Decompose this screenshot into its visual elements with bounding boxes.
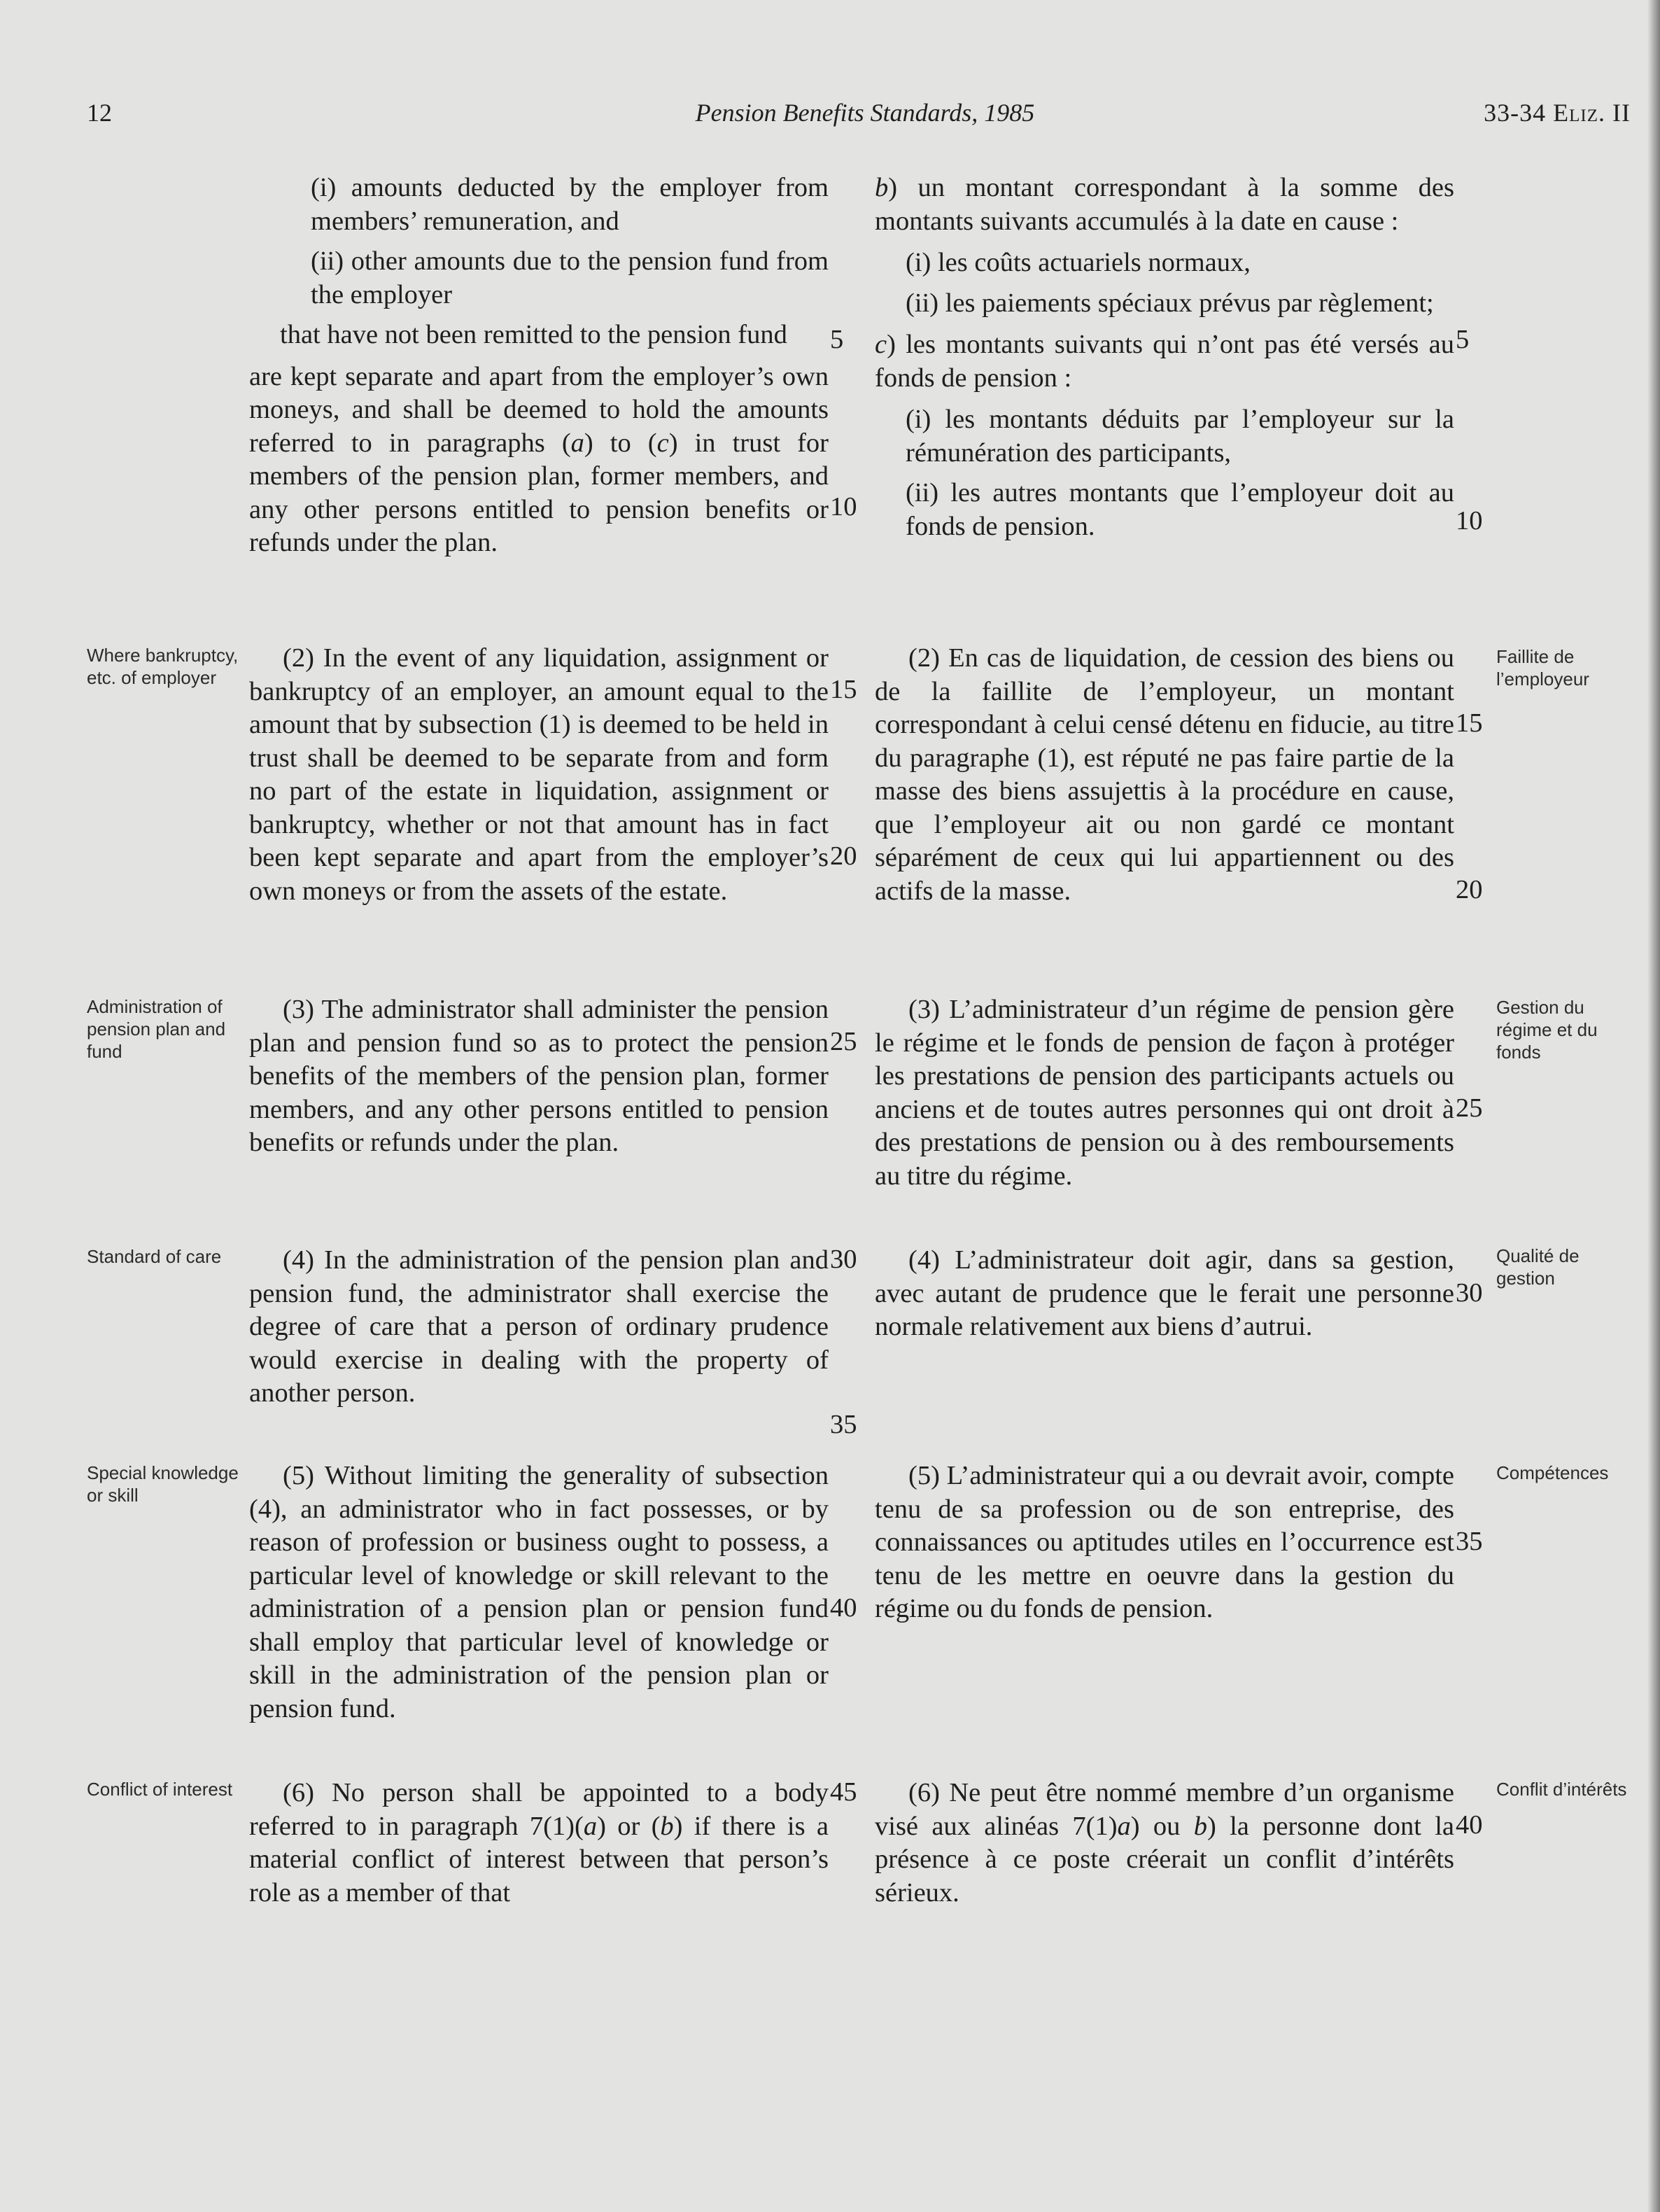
en-subparagraph-ii: (ii) other amounts due to the pension fund from the employer (311, 246, 829, 309)
fr-line-number: 15 (1456, 708, 1483, 738)
en-trust-clause: are kept separate and apart from the employer’s own moneys, and shall be deemed to hold the amounts referred to in paragraphs (a) to (c) in trust for members of the pension plan, former members, and any other persons entitled to pension benefits or refunds under the plan. (249, 361, 829, 557)
fr-subsection-4 (875, 1244, 1454, 1344)
en-subsection-2-text: (2) In the event of any liquidation, assignment or bankruptcy of an employer, an amount equal to the amount that by subsection (1) is deemed to be held in trust shall be deemed to be separate from and form no part of the estate in liquidation, assignment or bankruptcy, whether or not that amount has in fact been kept separate and apart from the employer’s own moneys or from the assets of the estate. (249, 643, 829, 906)
en-s6-b: a (583, 1811, 598, 1841)
fr-paragraph-c (875, 328, 1454, 395)
margin-note-en: Conflict of interest (87, 1779, 233, 1800)
fr-subsection-2 (875, 642, 1454, 908)
fr-line-number: 30 (1456, 1278, 1483, 1308)
en-trust-clause-a: are kept separate and apart from the employer’s own moneys, and shall be deemed to hold the amounts referred to in paragraphs (249, 361, 829, 458)
margin-note-en: Administration of pension plan and fund (87, 996, 226, 1062)
regnal-prefix: 33-34 (1484, 99, 1554, 127)
fr-subsection-2-text: (2) En cas de liquidation, de cession des biens ou de la faillite de l’employeur, un montant correspondant à celui censé détenu en fiducie, au titre du paragraphe (1), est réputé ne pas faire partie de la masse des biens assujettis à la procédure en cause, que l’employeur ait ou non gardé ce montant séparément de ceux qui lui appartiennent ou des actifs de la masse. (875, 643, 1454, 906)
en-line-number: 25 (830, 1027, 857, 1056)
fr-subsection-6-text (875, 1777, 1454, 1910)
en-flush-text: that have not been remitted to the pension fund (280, 320, 787, 349)
fr-subsection-3 (875, 993, 1454, 1193)
fr-line-number: 5 (1456, 325, 1470, 354)
fr-c-text: ) les montants suivants qui n’ont pas été versés au fonds de pension : (875, 330, 1454, 393)
en-line-number: 15 (830, 675, 857, 704)
en-subsection-5 (249, 1460, 829, 1726)
fr-subparagraph-ii: (ii) les paiements spéciaux prévus par règlement; (906, 288, 1434, 318)
fr-subsection-5 (875, 1460, 1454, 1626)
fr-subsection-6 (875, 1777, 1454, 1910)
fr-b-text: ) un montant correspondant à la somme des montants suivants accumulés à la date en cause : (875, 173, 1454, 236)
fr-line-number: 20 (1456, 875, 1483, 904)
page-number: 12 (87, 99, 112, 127)
en-subsection-3 (249, 993, 829, 1160)
en-line-number: 35 (830, 1410, 857, 1439)
en-s6-e: ) if there is a material conflict of interest between that person’s role as a member of that (249, 1811, 829, 1907)
page-edge-shadow (1647, 0, 1660, 2212)
en-subparagraph-i: (i) amounts deducted by the employer from members’ remuneration, and (311, 173, 829, 236)
fr-c-subparagraph-i: (i) les montants déduits par l’employeur sur la rémunération des participants, (906, 405, 1454, 468)
fr-subparagraph-i: (i) les coûts actuariels normaux, (906, 248, 1251, 277)
fr-c-subparagraph-ii: (ii) les autres montants que l’employeur doit au fonds de pension. (906, 478, 1454, 541)
en-subsection-3-text: (3) The administrator shall administer the pension plan and pension fund so as to protect the pension benefits of the members of the pension plan, former members, and any other persons entitled to pension benefits or refunds under the plan. (249, 995, 829, 1157)
fr-s6-a: (6) Ne peut être nommé membre d’un organisme visé aux alinéas 7(1) (875, 1778, 1454, 1841)
fr-line-number: 25 (1456, 1093, 1483, 1123)
margin-note-fr: Gestion du régime et du fonds (1496, 997, 1598, 1063)
fr-s6-d: b (1193, 1811, 1207, 1841)
en-subsection-4 (249, 1244, 829, 1410)
en-subsection-2 (249, 642, 829, 908)
en-line-number: 45 (830, 1777, 857, 1807)
margin-note-en: Where bankruptcy, etc. of employer (87, 645, 239, 688)
regnal-year (1484, 98, 1631, 127)
en-subsection-4-text: (4) In the administration of the pension plan and pension fund, the administrator shall exercise the degree of care that a person of ordinary prudence would exercise in dealing with the property of another person. (249, 1245, 829, 1408)
fr-subsection-3-text: (3) L’administrateur d’un régime de pension gère le régime et le fonds de pension de façon à protéger les prestations de pension des participants actuels ou anciens et de toutes autres personnes qui ont droit à des prestations de pension ou à des remboursements au titre du régime. (875, 995, 1454, 1191)
fr-s6-b: a (1117, 1811, 1131, 1841)
en-subsection-5-text: (5) Without limiting the generality of subsection (4), an administrator who in fact possesses, or by reason of profession or business ought to possess, a particular level of knowledge or skill relevant to the administration of a pension plan or pension fund shall employ that particular level of knowledge or skill in the administration of the pension plan or pension fund. (249, 1461, 829, 1723)
margin-note-en: Special knowledge or skill (87, 1462, 239, 1506)
running-header (0, 98, 1660, 140)
en-subsection-6-text (249, 1777, 829, 1910)
en-line-number: 30 (830, 1245, 857, 1274)
en-s6-c: ) or ( (597, 1811, 661, 1841)
statute-title: Pension Benefits Standards, 1985 (695, 99, 1035, 127)
fr-line-number: 35 (1456, 1527, 1483, 1556)
en-trust-clause-c: ) to ( (584, 428, 657, 458)
en-line-number: 20 (830, 841, 857, 871)
en-s6-d: b (660, 1811, 674, 1841)
en-trust-clause-b: a (570, 428, 584, 458)
english-carryover-block (249, 172, 829, 560)
en-line-number: 40 (830, 1593, 857, 1623)
regnal-eliz: Eliz. (1553, 99, 1606, 127)
fr-s6-c: ) ou (1130, 1811, 1194, 1841)
en-s6-a: (6) No person shall be appointed to a body referred to in paragraph 7(1)( (249, 1778, 829, 1841)
fr-b-letter: b (875, 173, 889, 202)
margin-note-fr: Faillite de l’employeur (1496, 646, 1589, 690)
fr-s6-e: ) la personne dont la présence à ce poste créerait un conflit d’intérêts sérieux. (875, 1811, 1454, 1907)
french-carryover-block (875, 172, 1454, 543)
regnal-suffix: II (1605, 99, 1631, 127)
fr-subsection-4-text: (4) L’administrateur doit agir, dans sa gestion, avec autant de prudence que le ferait une personne normale relativement aux biens d’autrui. (875, 1245, 1454, 1341)
fr-paragraph-b (875, 172, 1454, 238)
fr-line-number: 10 (1456, 506, 1483, 536)
en-line-number: 5 (830, 325, 844, 354)
margin-note-fr: Compétences (1496, 1462, 1609, 1483)
margin-note-en: Standard of care (87, 1246, 222, 1267)
en-line-number: 10 (830, 492, 857, 522)
fr-line-number: 40 (1456, 1810, 1483, 1840)
margin-note-fr: Qualité de gestion (1496, 1245, 1580, 1289)
fr-c-letter: c (875, 330, 887, 359)
en-subsection-6 (249, 1777, 829, 1910)
fr-subsection-5-text: (5) L’administrateur qui a ou devrait avoir, compte tenu de sa profession ou de son entreprise, des connaissances ou aptitudes utiles en l’occurrence est tenu de les mettre en oeuvre dans la gestion du régime ou du fonds de pension. (875, 1461, 1454, 1623)
en-trust-clause-d: c (656, 428, 669, 458)
margin-note-fr: Conflit d’intérêts (1496, 1779, 1627, 1800)
en-trust-clause-e: ) in trust for members of the pension plan, former members, and any other persons entitled to pension benefits or refunds under the plan. (249, 428, 829, 557)
